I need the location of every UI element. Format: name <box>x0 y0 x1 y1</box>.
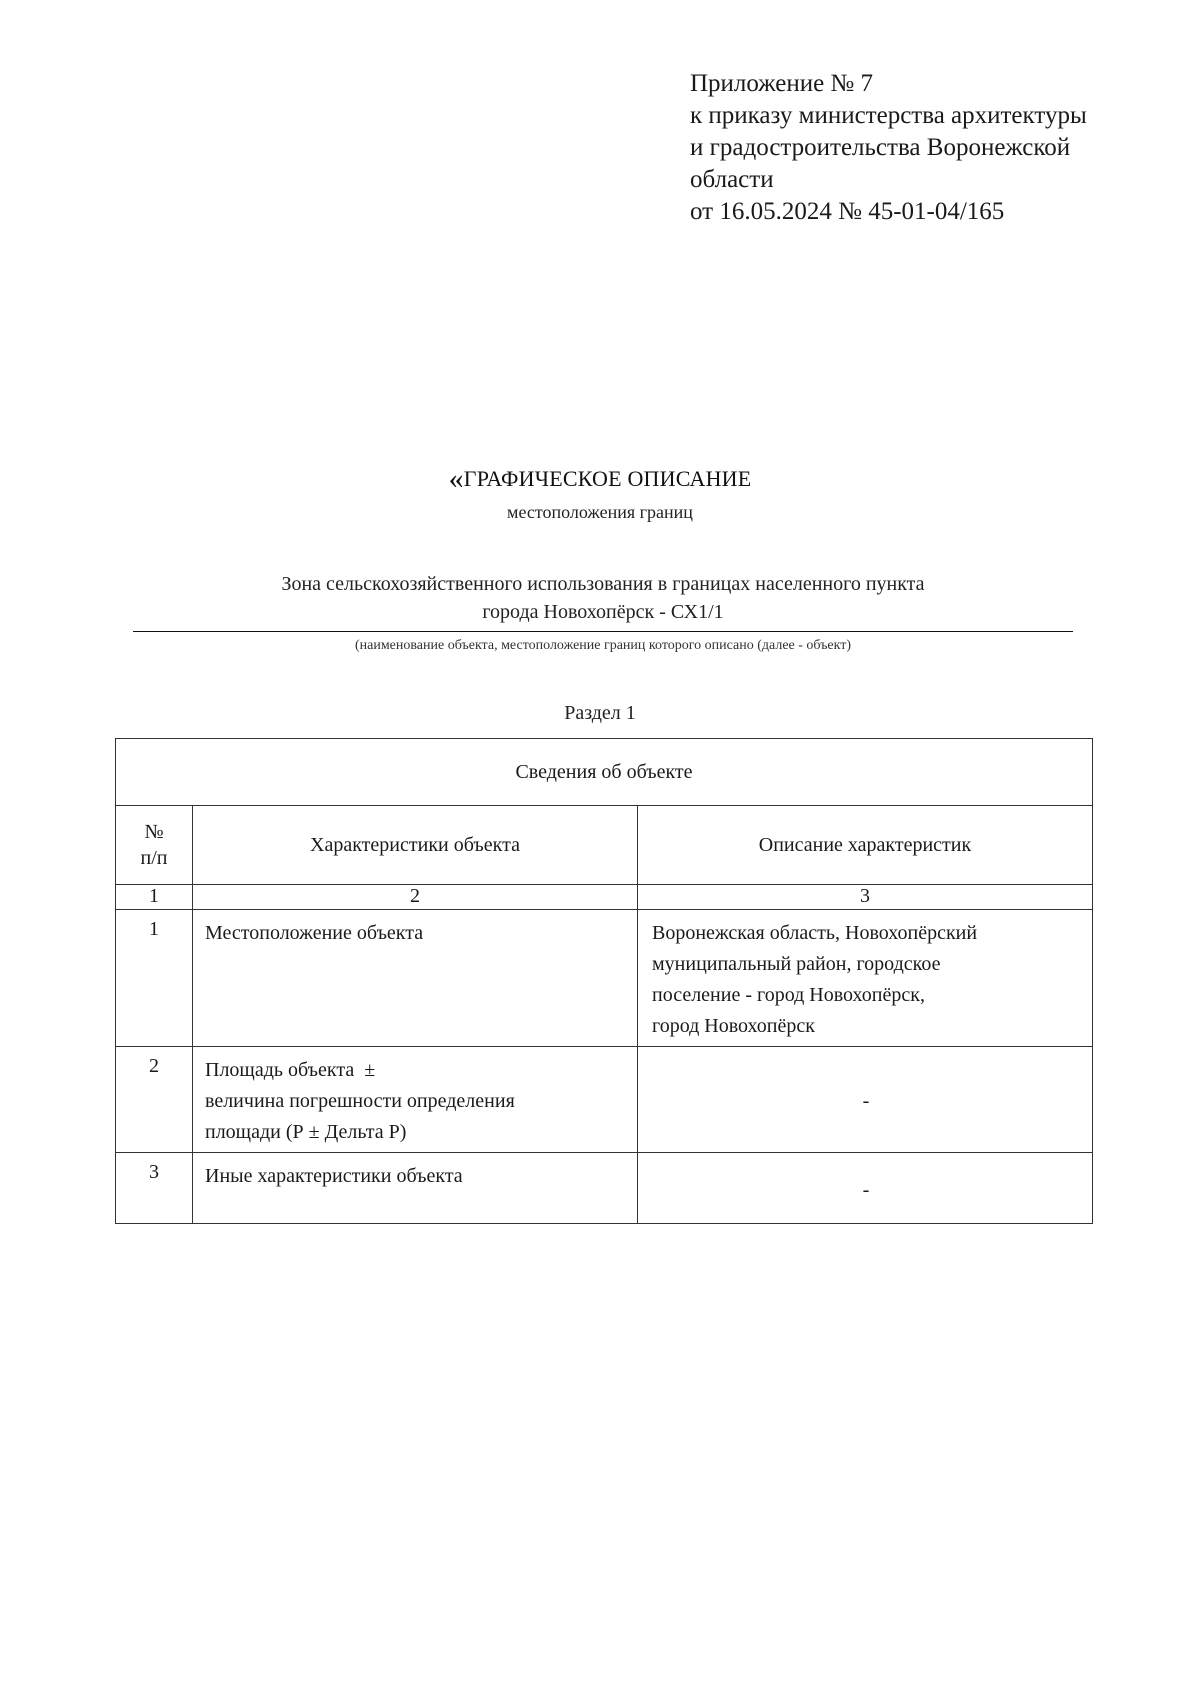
row-number: 3 <box>116 1153 193 1224</box>
document-subtitle: местоположения границ <box>507 502 693 522</box>
appendix-line: и градостроительства Воронежской <box>690 134 1071 161</box>
column-number: 1 <box>116 885 193 910</box>
row-description: - <box>638 1153 1093 1224</box>
table-row <box>116 910 1093 1047</box>
row-characteristic: Местоположение объекта <box>193 910 638 1047</box>
row-characteristic: Иные характеристики объекта <box>193 1153 638 1224</box>
table-row <box>116 1153 1093 1224</box>
row-description: - <box>638 1047 1093 1153</box>
characteristic-line: площади (Р ± Дельта Р) <box>205 1121 407 1143</box>
column-number: 3 <box>638 885 1093 910</box>
header-number <box>116 806 193 885</box>
appendix-line: области <box>690 166 774 193</box>
appendix-line: от 16.05.2024 № 45-01-04/165 <box>690 198 1005 225</box>
object-name-line: Зона сельскохозяйственного использования в границах населенного пункта <box>281 573 925 595</box>
section-label: Раздел 1 <box>564 702 636 724</box>
column-number: 2 <box>193 885 638 910</box>
object-name-caption: (наименование объекта, местоположение границ которого описано (далее - объект) <box>354 638 852 653</box>
characteristic-line: Площадь объекта ± <box>205 1059 376 1081</box>
header-description: Описание характеристик <box>638 806 1093 885</box>
table-caption: Сведения об объекте <box>116 739 1093 806</box>
object-name-underline <box>133 631 1073 632</box>
header-number-line: п/п <box>140 847 168 869</box>
row-number: 2 <box>116 1047 193 1153</box>
characteristic-line: величина погрешности определения <box>205 1090 515 1112</box>
table-row <box>116 1047 1093 1153</box>
description-line: город Новохопёрск <box>652 1015 815 1037</box>
title-text: ГРАФИЧЕСКОЕ ОПИСАНИЕ <box>463 466 752 491</box>
object-name <box>133 570 1073 626</box>
header-number-line: № <box>144 821 164 843</box>
document-title <box>0 462 1200 496</box>
title-quote-mark: « <box>448 462 464 495</box>
description-line: Воронежская область, Новохопёрский <box>652 922 978 944</box>
appendix-line: к приказу министерства архитектуры <box>690 102 1087 129</box>
appendix-header <box>690 68 1087 228</box>
description-line: поселение - город Новохопёрск, <box>652 984 925 1006</box>
row-characteristic <box>193 1047 638 1153</box>
appendix-line: Приложение № 7 <box>690 70 874 97</box>
row-number: 1 <box>116 910 193 1047</box>
object-name-line: города Новохопёрск - СХ1/1 <box>482 601 724 623</box>
header-characteristics: Характеристики объекта <box>193 806 638 885</box>
row-description <box>638 910 1093 1047</box>
object-info-table <box>115 738 1093 1224</box>
description-line: муниципальный район, городское <box>652 953 941 975</box>
